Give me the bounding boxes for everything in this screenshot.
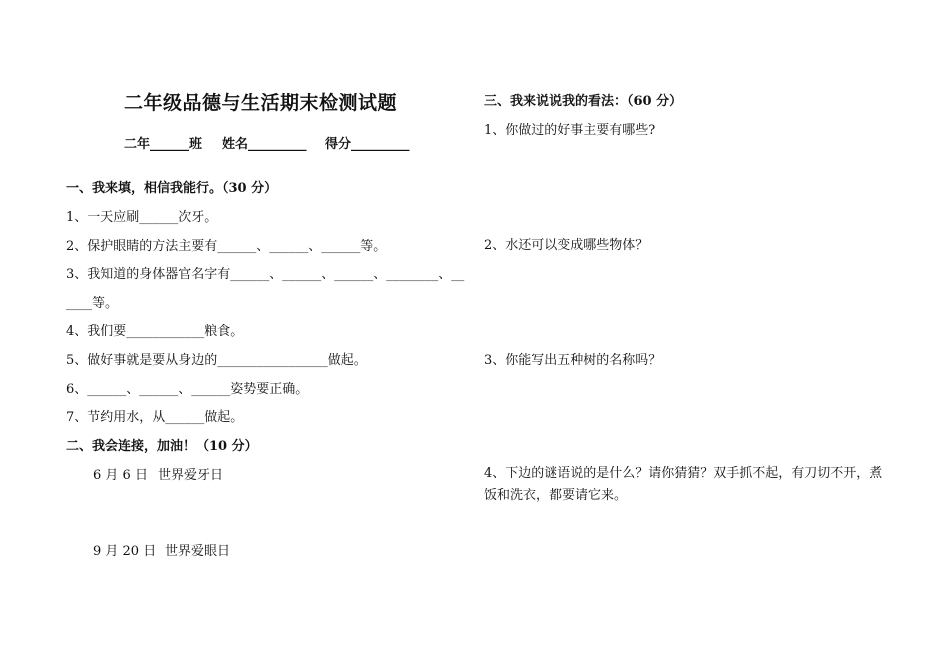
section1-question-7: 7、节约用水，从______做起。 <box>66 410 244 425</box>
section1-question-3: 3、我知道的身体器官名字有______、______、______、________、__ <box>66 267 465 282</box>
match-item-date: 9 月 20 日 <box>93 544 157 559</box>
section1-question-3-continued: ____等。 <box>66 296 119 311</box>
grade-class-field: 二年______班 <box>124 137 203 152</box>
section1-heading: 一、我来填，相信我能行。（30 分） <box>66 181 278 196</box>
section2-heading: 二、我会连接，加油！（10 分） <box>66 439 258 454</box>
name-field: 姓名_________ <box>222 137 307 152</box>
section1-question-1: 1、一天应刷______次牙。 <box>66 210 218 225</box>
score-field: 得分_________ <box>325 137 410 152</box>
section3-question-4: 4、下边的谜语说的是什么？请你猜猜？双手抓不起，有刀切不开，煮饭和洗衣，都要请它来。 <box>484 466 883 503</box>
section3-question-2: 2、水还可以变成哪些物体？ <box>484 238 649 253</box>
match-item-date: 6 月 6 日 <box>93 468 148 483</box>
section1-question-2: 2、保护眼睛的方法主要有______、______、______等。 <box>66 239 387 254</box>
section3-question-1: 1、你做过的好事主要有哪些? <box>484 123 656 138</box>
section1-question-6: 6、______、______、______姿势要正确。 <box>66 382 309 397</box>
section1-question-5: 5、做好事就是要从身边的_________________做起。 <box>66 353 367 368</box>
exam-title: 二年级品德与生活期末检测试题 <box>124 92 398 114</box>
section1-question-4: 4、我们要____________粮食。 <box>66 324 244 339</box>
match-item-name: 世界爱眼日 <box>165 544 231 559</box>
section3-question-3: 3、你能写出五种树的名称吗？ <box>484 353 662 368</box>
match-item-name: 世界爱牙日 <box>158 468 224 483</box>
section3-heading: 三、我来说说我的看法：（60 分） <box>484 94 683 109</box>
